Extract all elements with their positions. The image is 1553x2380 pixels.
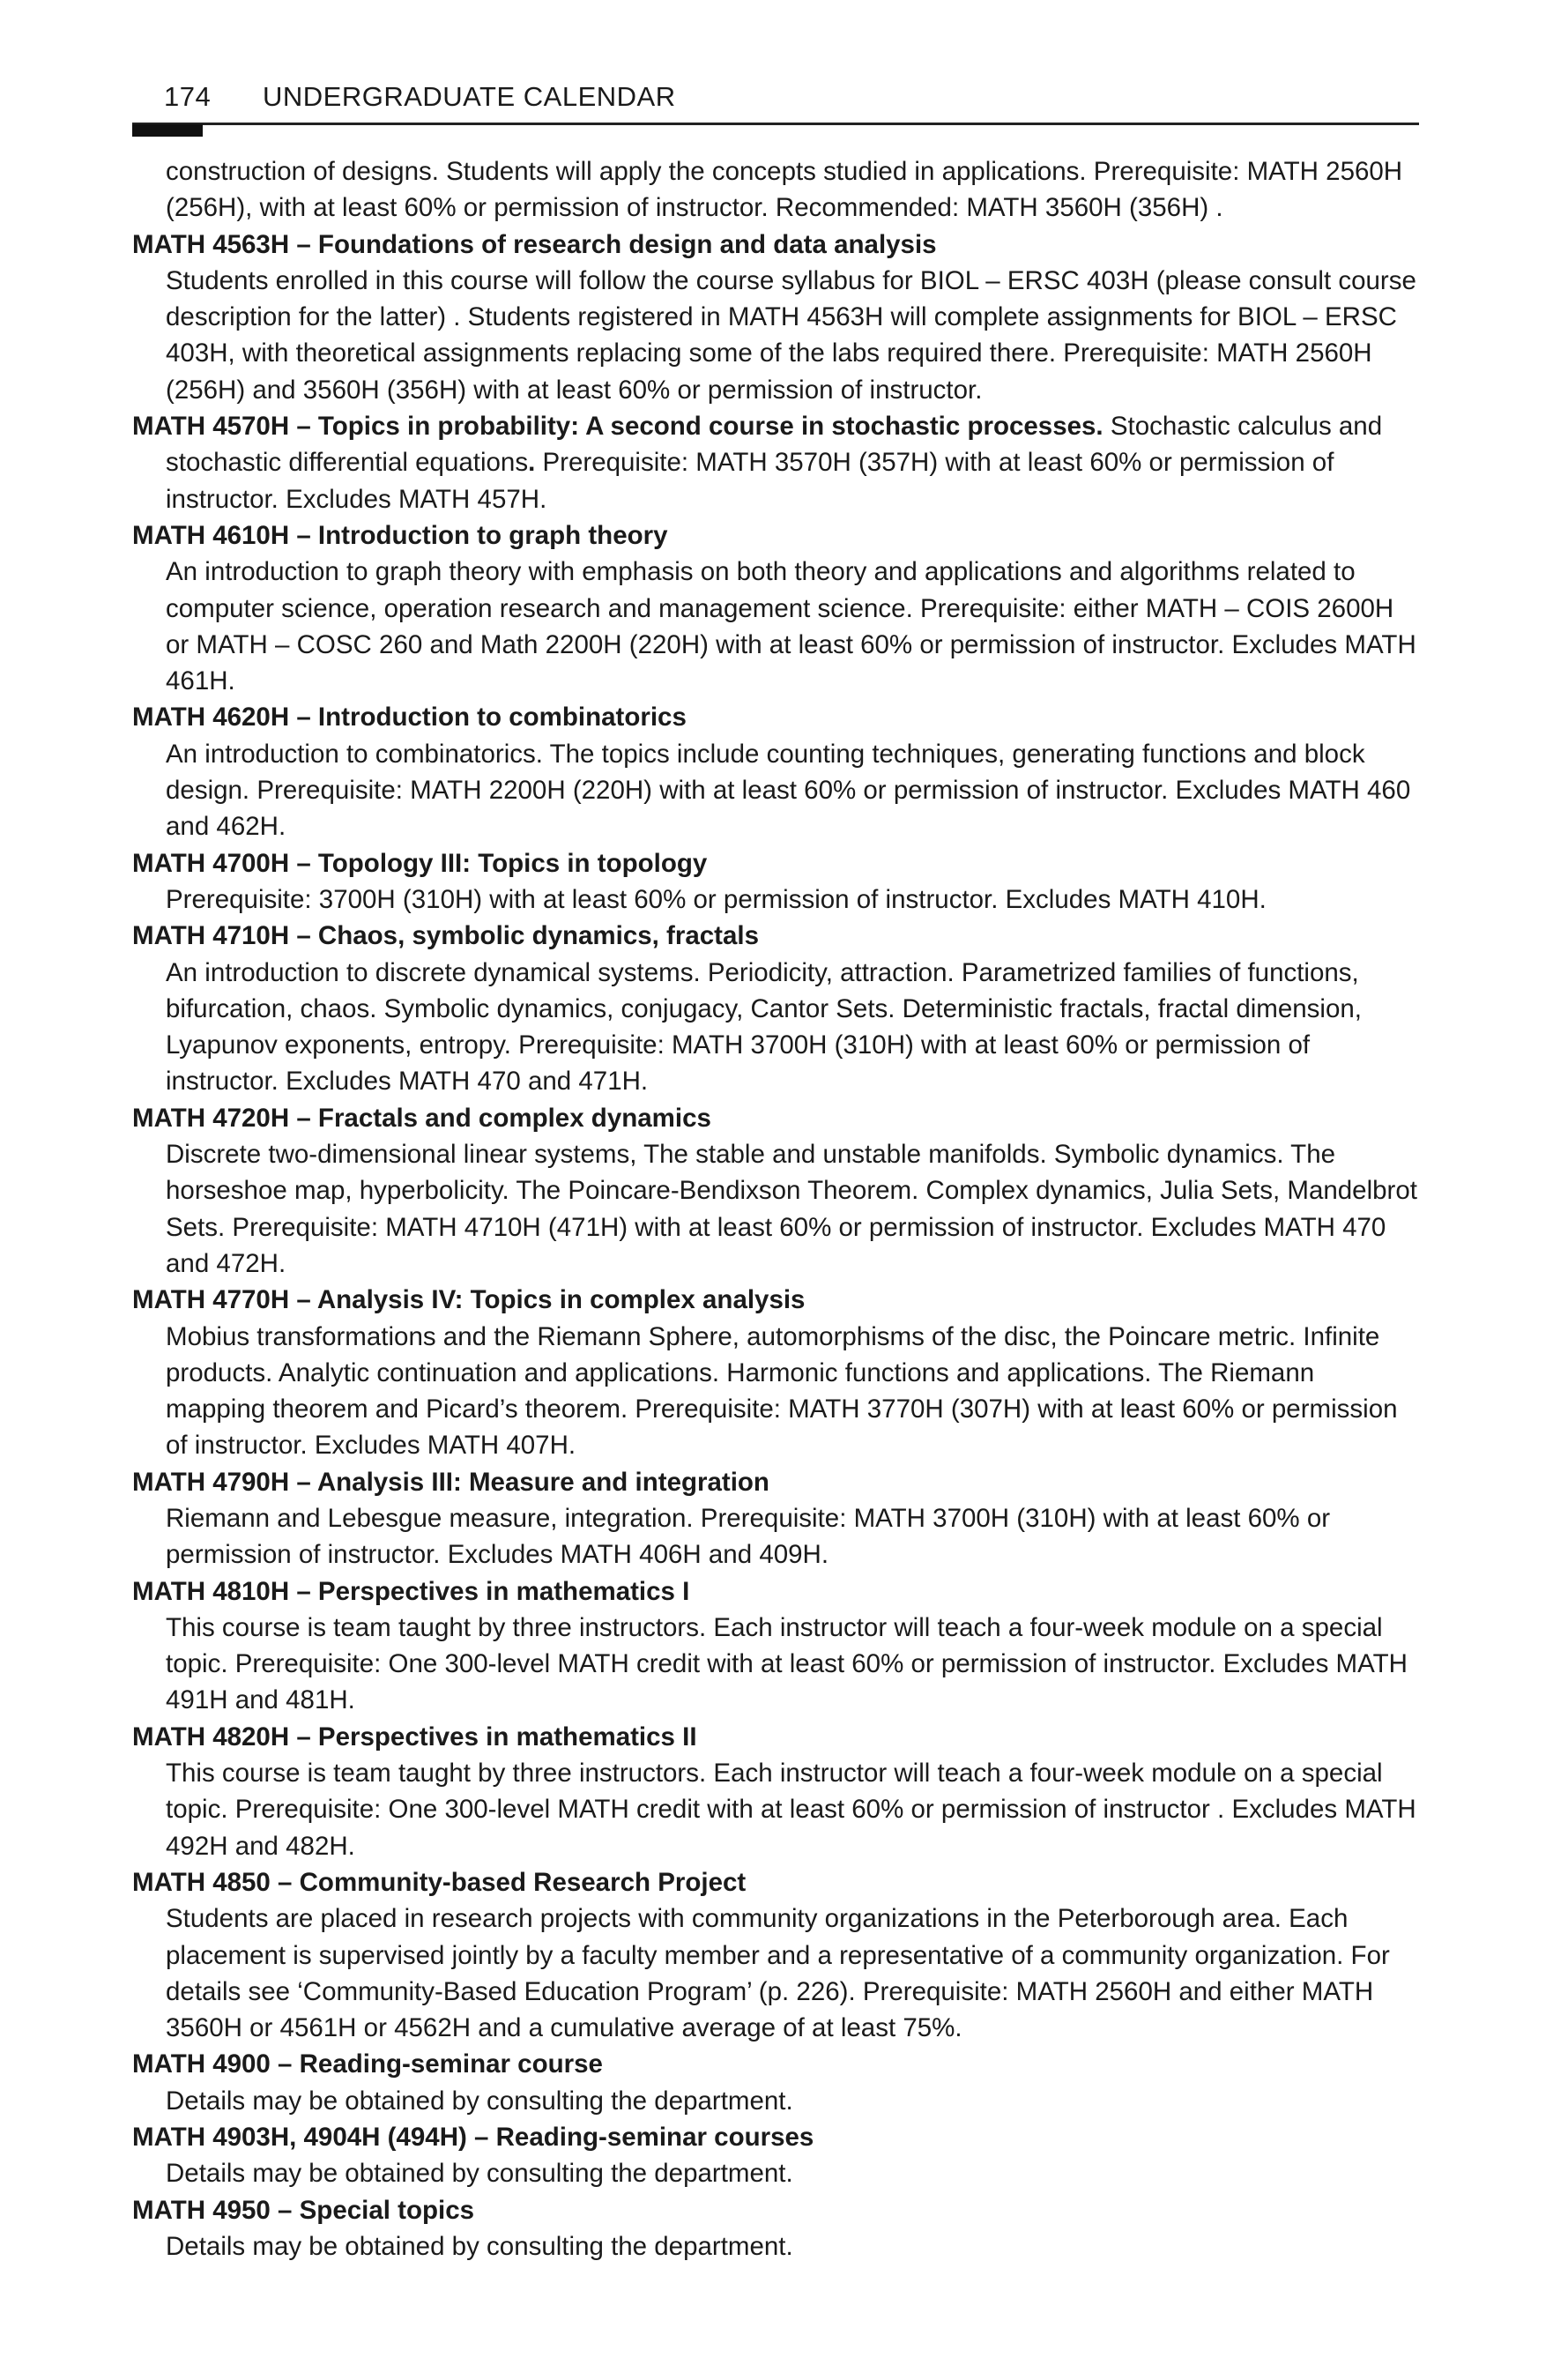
course-title: MATH 4790H – Analysis III: Measure and integration xyxy=(132,1467,769,1497)
course-title: MATH 4770H – Analysis IV: Topics in complex analysis xyxy=(132,1285,806,1315)
course-title: MATH 4950 – Special topics xyxy=(132,2195,475,2225)
course-title: MATH 4610H – Introduction to graph theory xyxy=(132,520,668,550)
course-entry xyxy=(132,699,1428,844)
course-entry xyxy=(132,1282,1428,1463)
page-number: 174 xyxy=(164,81,212,112)
page-header xyxy=(132,81,1419,125)
course-description: Prerequisite: 3700H (310H) with at least 60% or permission of instructor. Excludes MATH 410H. xyxy=(166,884,1267,914)
course-description: Stochastic calculus and stochastic differential equations xyxy=(166,412,1383,478)
course-entry xyxy=(132,1464,1428,1573)
course-listing xyxy=(132,153,1428,2265)
course-title: MATH 4700H – Topology III: Topics in topology xyxy=(132,848,708,878)
course-description: This course is team taught by three instructors. Each instructor will teach a four-week module on a special topic. Prerequisite: One 300-level MATH credit with at least 60% or permission of instructor. Excludes MATH 491H and 481H. xyxy=(166,1612,1408,1715)
course-description: An introduction to combinatorics. The topics include counting techniques, generating functions and block design. Prerequisite: MATH 2200H (220H) with at least 60% or permission of instructor. Excludes MATH 460 and 462H. xyxy=(166,739,1411,842)
intro-text: construction of designs. Students will apply the concepts studied in applications. Prerequisite: MATH 2560H (256H), with at least 60% or permission of instructor. Recommended: MATH 3560H (356H) . xyxy=(166,157,1403,223)
running-title: UNDERGRADUATE CALENDAR xyxy=(263,81,676,112)
course-entry xyxy=(132,408,1428,517)
course-title: MATH 4720H – Fractals and complex dynamics xyxy=(132,1103,711,1133)
course-description-rest: Prerequisite: MATH 3570H (357H) with at least 60% or permission of instructor. Excludes MATH 457H. xyxy=(166,448,1334,514)
course-entry xyxy=(132,2192,1428,2265)
course-description: An introduction to graph theory with emphasis on both theory and applications and algorithms related to computer science, operation research and management science. Prerequisite: either MATH – COIS 2600H or MATH – COSC 260 and Math 2200H (220H) with at least 60% or permission of instructor. Excludes MATH 461H. xyxy=(166,557,1416,696)
course-entry xyxy=(132,2046,1428,2119)
course-description: Riemann and Lebesgue measure, integration. Prerequisite: MATH 3700H (310H) with at least 60% or permission of instructor. Excludes MATH 406H and 409H. xyxy=(166,1503,1331,1570)
course-description: Details may be obtained by consulting the department. xyxy=(166,2086,793,2116)
course-title: MATH 4620H – Introduction to combinatorics xyxy=(132,703,687,733)
course-entry xyxy=(132,517,1428,699)
course-entry xyxy=(132,845,1428,919)
course-entry xyxy=(132,1100,1428,1282)
course-entry xyxy=(132,918,1428,1099)
course-description: An introduction to discrete dynamical systems. Periodicity, attraction. Parametrized families of functions, bifurcation, chaos. Symbolic dynamics, conjugacy, Cantor Sets. Deterministic fractals, fractal dimension, Lyapunov exponents, entropy. Prerequisite: MATH 3700H (310H) with at least 60% or permission of instructor. Excludes MATH 470 and 471H. xyxy=(166,957,1362,1097)
course-title: MATH 4810H – Perspectives in mathematics I xyxy=(132,1576,690,1606)
course-entry xyxy=(132,1864,1428,2046)
course-title: MATH 4710H – Chaos, symbolic dynamics, fractals xyxy=(132,921,759,951)
course-entry xyxy=(132,2119,1428,2192)
course-title: MATH 4850 – Community-based Research Project xyxy=(132,1867,747,1897)
header-rule xyxy=(132,123,1419,125)
course-description: Students enrolled in this course will follow the course syllabus for BIOL – ERSC 403H (please consult course description for the latter) . Students registered in MATH 4563H will complete assignments for BIOL – ERSC 403H, with theoretical assignments replacing some of the labs required there. Prerequisite: MATH 2560H (256H) and 3560H (356H) with at least 60% or permission of instructor. xyxy=(166,265,1416,405)
intro-continuation xyxy=(132,153,1428,227)
course-description: This course is team taught by three instructors. Each instructor will teach a four-week module on a special topic. Prerequisite: One 300-level MATH credit with at least 60% or permission of instructor . Excludes MATH 492H and 482H. xyxy=(166,1759,1416,1861)
course-description: Discrete two-dimensional linear systems, The stable and unstable manifolds. Symbolic dynamics. The horseshoe map, hyperbolicity. The Poincare-Bendixson Theorem. Complex dynamics, Julia Sets, Mandelbrot Sets. Prerequisite: MATH 4710H (471H) with at least 60% or permission of instructor. Excludes MATH 470 and 472H. xyxy=(166,1140,1417,1278)
course-description: Students are placed in research projects with community organizations in the Peterborough area. Each placement is supervised jointly by a faculty member and a representative of a community organization. For details see ‘Community-Based Education Program’ (p. 226). Prerequisite: MATH 2560H and either MATH 3560H or 4561H or 4562H and a cumulative average of at least 75%. xyxy=(166,1904,1390,2043)
course-title: MATH 4903H, 4904H (494H) – Reading-seminar courses xyxy=(132,2123,814,2153)
header-rule-tab xyxy=(132,124,203,137)
course-title: MATH 4570H – Topics in probability: A second course in stochastic processes. xyxy=(132,412,1103,442)
course-description: Mobius transformations and the Riemann Sphere, automorphisms of the disc, the Poincare metric. Infinite products. Analytic continuation and applications. Harmonic functions and applications. The Riemann mapping theorem and Picard’s theorem. Prerequisite: MATH 3770H (307H) with at least 60% or permission of instructor. Excludes MATH 407H. xyxy=(166,1321,1398,1461)
course-entry xyxy=(132,1573,1428,1719)
course-title: MATH 4820H – Perspectives in mathematics II xyxy=(132,1722,697,1752)
course-entry xyxy=(132,227,1428,408)
course-description: Details may be obtained by consulting the department. xyxy=(166,2231,793,2261)
course-description: Details may be obtained by consulting the department. xyxy=(166,2159,793,2189)
course-title: MATH 4900 – Reading-seminar course xyxy=(132,2049,603,2079)
course-entry xyxy=(132,1719,1428,1864)
course-title-line xyxy=(132,408,1428,517)
course-description-bold-period: . xyxy=(528,448,536,478)
course-title: MATH 4563H – Foundations of research design and data analysis xyxy=(132,229,937,259)
